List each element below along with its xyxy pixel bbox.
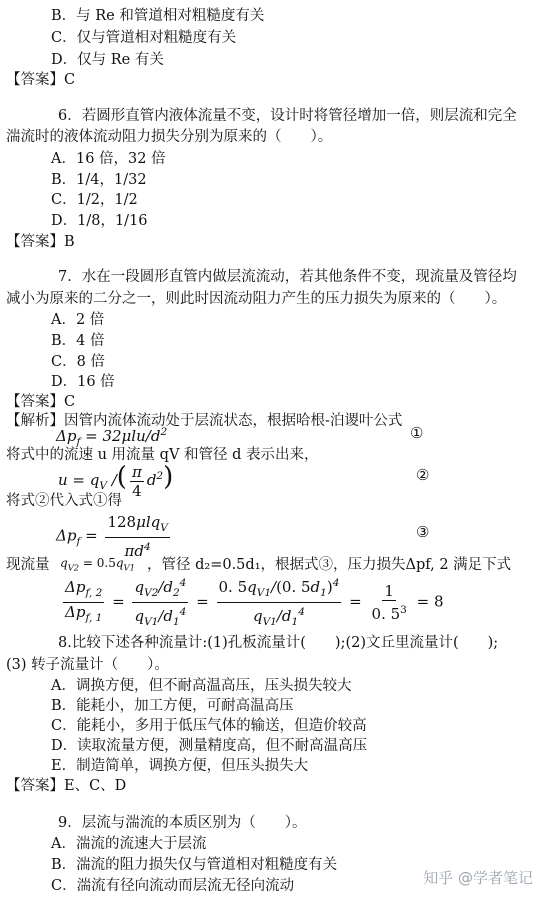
q9-stem: 9．层流与湍流的本质区别为（ ）。 bbox=[58, 815, 307, 831]
equation-pressure-ratio: $\frac{\Delta p_{f, 2}}{\Delta p_{f, 1}}$ = $\frac{q_{V2}/d_2^4}{q_{V1}/d_1^4}$ = $\frac{0. 5q_{V1}/(0. 5d_1)^4}{q_{V1}/d_1^4}$ = $\frac{1}{0. 5^3}$ = 8 bbox=[60, 574, 444, 631]
equation-3: $\Delta p_f$ = $\frac{128\mu lq_V}{\pi d^4}$ bbox=[56, 513, 168, 560]
q7-text-current-flow-label: 现流量 bbox=[6, 557, 50, 573]
q7-text-current-flow-rest: ，管径 d₂=0.5d₁，根据式③，压力损失Δpf, 2 满足下式 bbox=[147, 557, 512, 573]
q6-answer: 【答案】B bbox=[6, 234, 75, 250]
equation-1-marker: ① bbox=[410, 424, 424, 442]
q5-answer: 【答案】C bbox=[6, 72, 76, 88]
q6-option-d: D．1/8，1/16 bbox=[51, 213, 148, 229]
q8-option-a: A．调换方便，但不耐高温高压，压头损失较大 bbox=[51, 678, 352, 694]
equation-2-marker: ② bbox=[416, 466, 430, 484]
q7-stem-line2: 减小为原来的二分之一，则此时因流动阻力产生的压力损失为原来的（ ）。 bbox=[6, 291, 507, 307]
equation-3-marker: ③ bbox=[416, 523, 430, 541]
watermark: 知乎 @学者笔记 bbox=[423, 869, 533, 887]
q7-option-b: B．4 倍 bbox=[51, 333, 105, 349]
q7-text-velocity: 将式中的流速 u 用流量 qV 和管径 d 表示出来， bbox=[6, 447, 319, 463]
q6-option-c: C．1/2，1/2 bbox=[51, 192, 138, 208]
q8-option-c: C．能耗小，多用于低压气体的输送，但造价较高 bbox=[51, 718, 367, 734]
q8-option-e: E．制造简单，调换方便，但压头损失大 bbox=[51, 758, 309, 774]
q8-stem-line2: (3) 转子流量计（ ）。 bbox=[6, 657, 169, 673]
q6-option-b: B．1/4，1/32 bbox=[51, 172, 147, 188]
q8-answer: 【答案】E、C、D bbox=[6, 778, 127, 794]
equation-2: $u = q_V$ /( $\frac{\pi}{4}$ $d^2$) bbox=[58, 462, 174, 500]
q5-option-c: C．仅与管道相对粗糙度有关 bbox=[51, 30, 237, 46]
q5-option-b: B．与 Re 和管道相对粗糙度有关 bbox=[51, 8, 265, 24]
equation-1: $\Delta p_f = 32\mu lu/d^2$ bbox=[56, 426, 168, 448]
q6-option-a: A．16 倍，32 倍 bbox=[51, 151, 166, 167]
q7-text-substitute: 将式②代入式①得 bbox=[6, 493, 122, 509]
flow-ratio-inline: $q_{V2} = 0.5q_{V1}$ bbox=[60, 556, 135, 573]
q9-option-c: C．湍流有径向流动而层流无径向流动 bbox=[51, 878, 295, 894]
q7-analysis: 【解析】因管内流体流动处于层流状态，根据哈根-泊谡叶公式 bbox=[6, 413, 403, 429]
q6-stem-line2: 湍流时的液体流动阻力损失分别为原来的（ ）。 bbox=[6, 129, 333, 145]
q9-option-a: A．湍流的流速大于层流 bbox=[51, 836, 207, 852]
q5-option-d: D．仅与 Re 有关 bbox=[51, 52, 164, 68]
q7-option-d: D．16 倍 bbox=[51, 374, 115, 390]
q7-stem-line1: 7．水在一段圆形直管内做层流流动，若其他条件不变，现流量及管径均 bbox=[58, 269, 517, 285]
q6-stem-line1: 6．若圆形直管内液体流量不变，设计时将管径增加一倍，则层流和完全 bbox=[58, 108, 517, 124]
q7-option-c: C．8 倍 bbox=[51, 354, 105, 370]
q8-option-b: B．能耗小，加工方便，可耐高温高压 bbox=[51, 698, 294, 714]
q7-option-a: A．2 倍 bbox=[51, 312, 105, 328]
q8-stem-line1: 8.比较下述各种流量计:(1)孔板流量计( );(2)文丘里流量计( ); bbox=[58, 635, 499, 651]
q8-option-d: D．读取流量方便，测量精度高，但不耐高温高压 bbox=[51, 738, 368, 754]
q7-answer: 【答案】C bbox=[6, 394, 76, 410]
q9-option-b: B．湍流的阻力损失仅与管道相对粗糙度有关 bbox=[51, 857, 338, 873]
